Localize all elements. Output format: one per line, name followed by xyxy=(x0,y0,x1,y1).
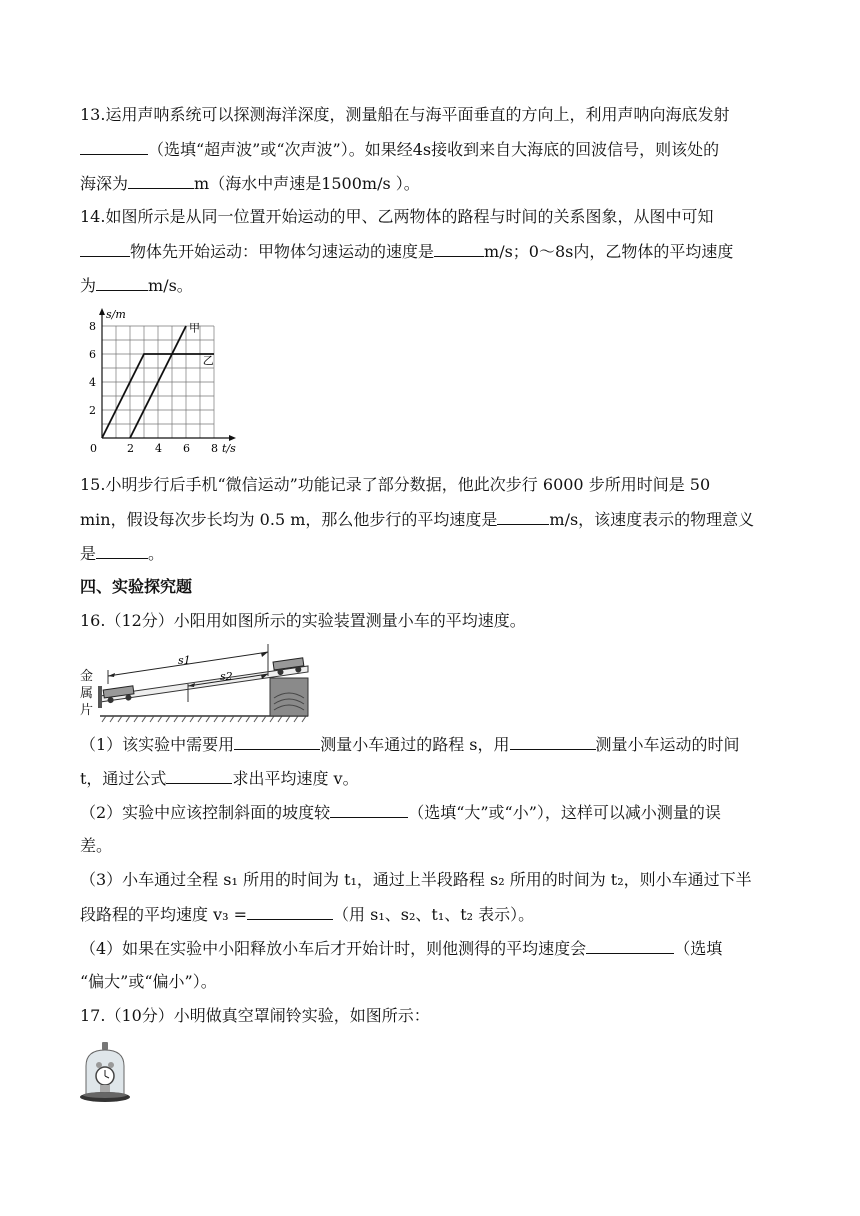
answer-blank[interactable] xyxy=(510,733,596,750)
q13-line3 xyxy=(80,172,420,195)
answer-blank[interactable] xyxy=(247,903,333,920)
q16-p1-cont xyxy=(80,767,359,790)
q16-text: 求出平均速度 v。 xyxy=(232,769,359,788)
incline-figure xyxy=(78,640,314,724)
q16-text: （2）实验中应该控制斜面的坡度较 xyxy=(80,803,331,822)
y-tick-label: 4 xyxy=(89,376,96,389)
q16-text: 段路程的平均速度 v₃ = xyxy=(80,905,248,924)
s2-label: s2 xyxy=(220,670,233,683)
q16-p3: （3）小车通过全程 s₁ 所用的时间为 t₁，通过上半段路程 s₂ 所用的时间为 t₂，则小车通过下半 xyxy=(80,870,752,889)
q14-line2 xyxy=(80,240,733,263)
answer-blank[interactable] xyxy=(234,733,320,750)
q14-text: m/s；0～8s内，乙物体的平均速度 xyxy=(484,242,734,261)
x-tick-label: 6 xyxy=(183,442,190,455)
q16-p2 xyxy=(80,801,721,824)
metal-plate-label: 金属片 xyxy=(80,669,94,718)
q14-line1: 14.如图所示是从同一位置开始运动的甲、乙两物体的路程与时间的关系图象，从图中可知 xyxy=(80,207,714,226)
q14-text: m/s。 xyxy=(148,276,193,295)
q16-p4 xyxy=(80,937,722,960)
answer-blank[interactable] xyxy=(434,240,484,257)
x-axis-arrow xyxy=(229,435,236,441)
q13-text: 海深为 xyxy=(80,174,129,193)
q15-line2 xyxy=(80,508,754,531)
answer-blank[interactable] xyxy=(96,542,148,559)
q14-line3 xyxy=(80,274,193,297)
y-axis-label: s/m xyxy=(106,308,126,321)
q16-stem: 16.（12分）小阳用如图所示的实验装置测量小车的平均速度。 xyxy=(80,611,526,630)
q15-line3 xyxy=(80,542,164,565)
y-tick-label: 8 xyxy=(89,320,96,333)
q16-text: （用 s₁、s₂、t₁、t₂ 表示）。 xyxy=(333,905,535,924)
q16-text: （选填“大”或“小”），这样可以减小测量的误 xyxy=(408,803,721,822)
q14-text: 物体先开始运动：甲物体匀速运动的速度是 xyxy=(130,242,435,261)
q16-text: 测量小车运动的时间 xyxy=(595,735,740,754)
q16-p1 xyxy=(80,733,740,756)
answer-blank[interactable] xyxy=(586,937,674,954)
answer-blank[interactable] xyxy=(497,508,549,525)
bell-jar-figure xyxy=(78,1040,134,1106)
series-label-yi: 乙 xyxy=(202,353,214,367)
q15-text: 是 xyxy=(80,544,97,563)
q17-stem: 17.（10分）小明做真空罩闹铃实验，如图所示： xyxy=(80,1006,430,1025)
answer-blank[interactable] xyxy=(96,274,148,291)
y-tick-label: 2 xyxy=(89,404,96,417)
x-axis-label: t/s xyxy=(222,442,236,455)
x-tick-label: 2 xyxy=(127,442,134,455)
s-t-chart xyxy=(86,306,246,458)
q15-line1: 15.小明步行后手机“微信运动”功能记录了部分数据，他此次步行 6000 步所用时间是 50 xyxy=(80,475,711,494)
answer-blank[interactable] xyxy=(80,240,130,257)
answer-blank[interactable] xyxy=(80,138,148,155)
s1-label: s1 xyxy=(178,654,191,667)
q15-text: 。 xyxy=(148,544,165,563)
y-axis-arrow xyxy=(99,308,105,315)
answer-blank[interactable] xyxy=(166,767,232,784)
y-tick-label: 6 xyxy=(89,348,96,361)
q16-p2-cont: 差。 xyxy=(80,836,113,855)
q15-text: min，假设每次步长均为 0.5 m，那么他步行的平均速度是 xyxy=(80,510,498,529)
section-title: 四、实验探究题 xyxy=(80,577,193,596)
q13-line1: 13.运用声呐系统可以探测海洋深度，测量船在与海平面垂直的方向上，利用声呐向海底发射 xyxy=(80,105,730,124)
q16-p3-cont xyxy=(80,903,534,926)
q16-text: （1）该实验中需要用 xyxy=(80,735,235,754)
q16-p4-cont: “偏大”或“偏小”）。 xyxy=(80,972,217,991)
x-tick-label: 8 xyxy=(211,442,218,455)
x-tick-label: 0 xyxy=(90,442,97,455)
series-label-jia: 甲 xyxy=(189,321,200,335)
q15-text: m/s，该速度表示的物理意义 xyxy=(549,510,755,529)
q13-line2 xyxy=(80,138,719,161)
answer-blank[interactable] xyxy=(128,172,194,189)
q13-text: m（海水中声速是1500m/s ）。 xyxy=(194,174,420,193)
q14-text: 为 xyxy=(80,276,97,295)
answer-blank[interactable] xyxy=(330,801,408,818)
q16-text: t，通过公式 xyxy=(80,769,167,788)
q16-text: （选填 xyxy=(674,939,723,958)
q16-text: （4）如果在实验中小阳释放小车后才开始计时，则他测得的平均速度会 xyxy=(80,939,587,958)
q13-text: （选填“超声波”或“次声波”）。如果经4s接收到来自大海底的回波信号，则该处的 xyxy=(148,140,720,159)
x-tick-label: 4 xyxy=(155,442,162,455)
q16-text: 测量小车通过的路程 s，用 xyxy=(320,735,510,754)
